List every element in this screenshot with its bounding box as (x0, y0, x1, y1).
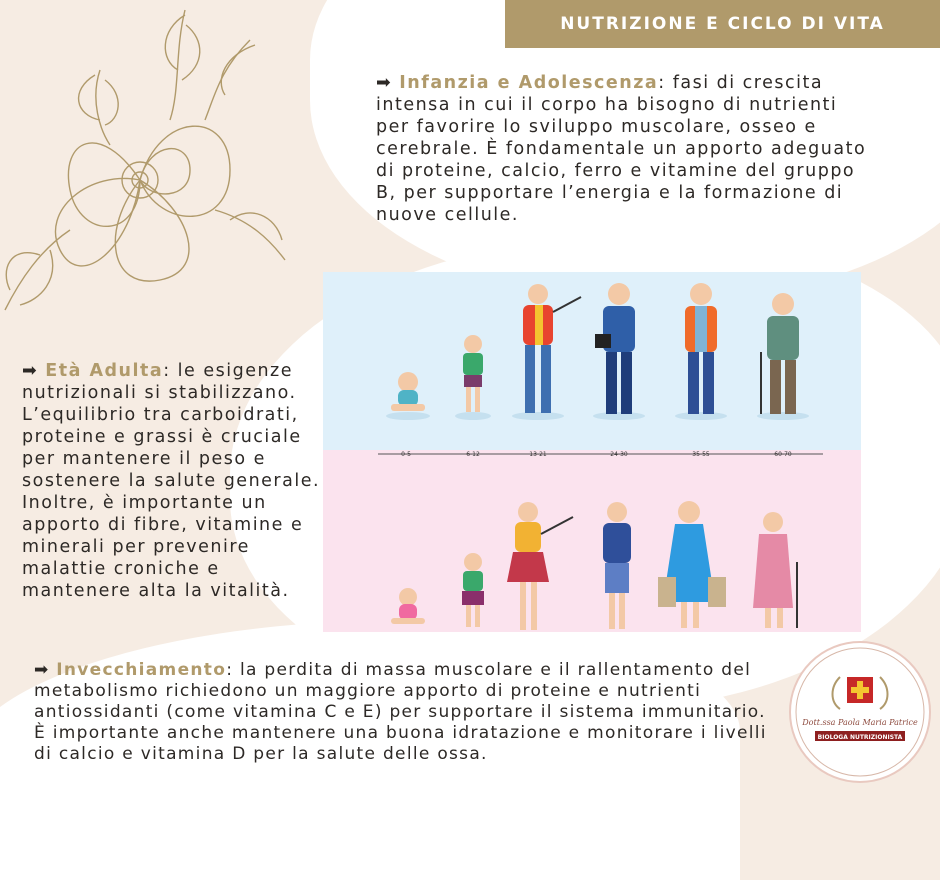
section-keyword: Invecchiamento (56, 660, 227, 680)
age-label-3: 24-30 (610, 451, 628, 458)
age-label-5: 60-70 (774, 451, 792, 458)
section-invecchiamento (34, 660, 774, 765)
age-label-4: 35-55 (692, 451, 710, 458)
section-text: : la perdita di massa muscolare e il rallentamento del metabolismo richiedono un maggiore apporto di proteine e nutrienti antiossidanti (come vitamina C e E) per supportare il sistema immunitario. È importante anche mantenere una buona idratazione e monitorare i livelli di calcio e vitamina D per la salute delle ossa. (34, 660, 767, 764)
section-infanzia-adolescenza (376, 72, 876, 226)
section-text: : fasi di crescita intensa in cui il corpo ha bisogno di nutrienti per favorire lo sviluppo muscolare, osseo e cerebrale. È fondamentale un apporto adeguato di proteine, calcio, ferro e vitamine del gruppo B, per supportare l’energia e la formazione di nuove cellule. (376, 73, 867, 225)
logo-name: Dott.ssa Paola Maria Patrice (802, 718, 918, 727)
life-cycle-illustration (323, 272, 861, 632)
section-text: : le esigenze nutrizionali si stabilizzano. L’equilibrio tra carboidrati, proteine e grassi è cruciale per mantenere il peso e sostenere la salute generale. Inoltre, è importante un apporto di fibre, vitamine e minerali per prevenire malattie croniche e mantenere alta la vitalità. (22, 361, 321, 601)
section-eta-adulta (22, 360, 327, 602)
arrow-right-icon: ➡ (22, 361, 39, 381)
logo-role: BIOLOGA NUTRIZIONISTA (817, 734, 903, 741)
arrow-right-icon: ➡ (34, 660, 50, 680)
page-title: NUTRIZIONE E CICLO DI VITA (560, 14, 885, 34)
nutritionist-logo (785, 637, 935, 787)
section-keyword: Età Adulta (45, 361, 164, 381)
age-label-1: 6-12 (466, 451, 480, 458)
arrow-right-icon: ➡ (376, 73, 393, 93)
decorative-flower-icon (0, 0, 300, 330)
page-title-banner (505, 0, 940, 48)
section-keyword: Infanzia e Adolescenza (399, 73, 659, 93)
age-label-2: 13-21 (529, 451, 547, 458)
age-label-0: 0-5 (401, 451, 411, 458)
